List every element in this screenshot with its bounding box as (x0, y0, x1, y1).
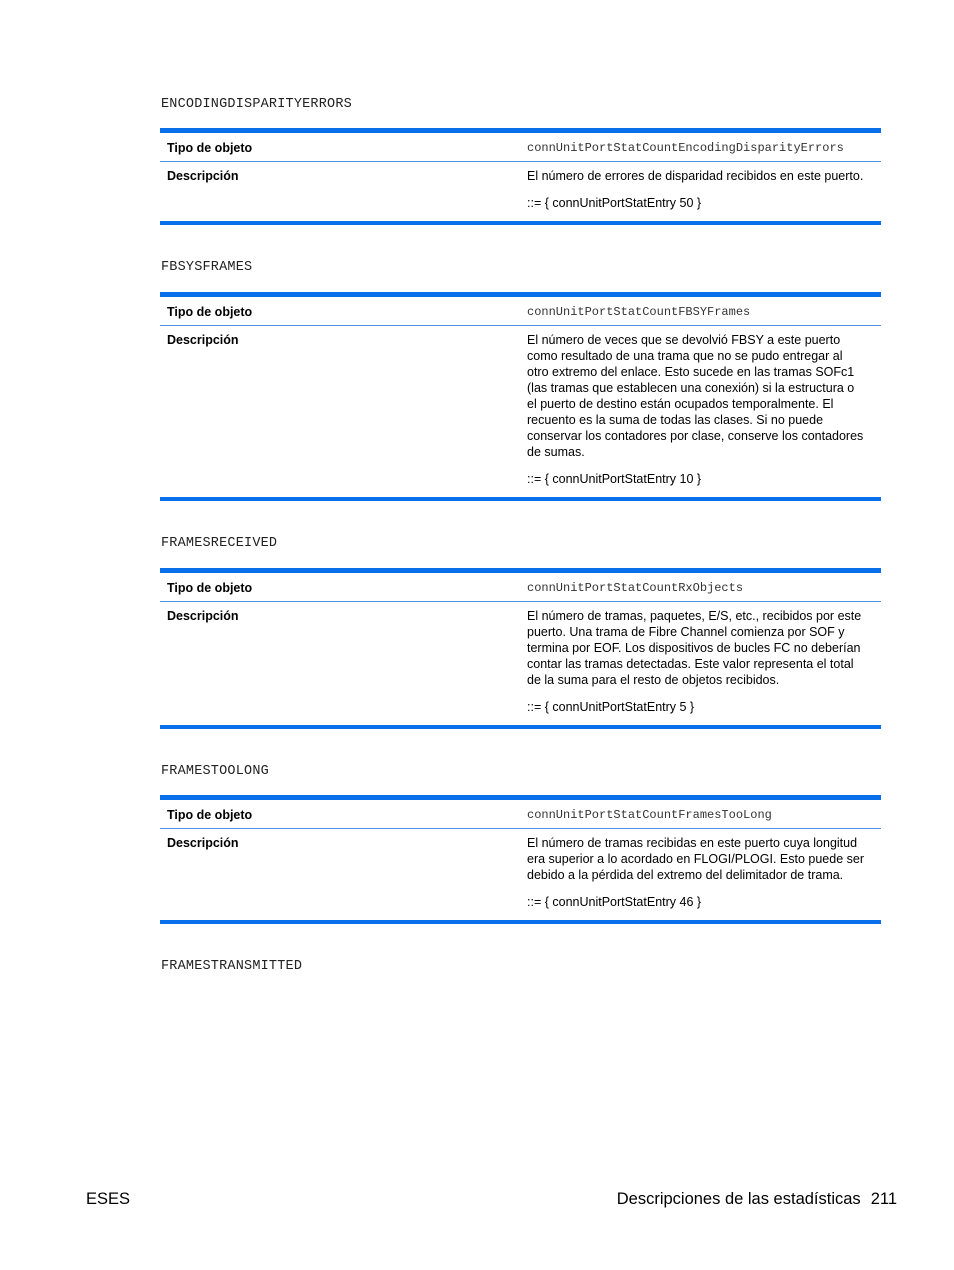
description-line: otro extremo del enlace. Esto sucede en las tramas SOFc1 (527, 365, 855, 379)
description-line: recuento es la suma de todas las clases. Si no puede (527, 413, 824, 427)
section-title-encodingdisparityerrors: ENCODINGDISPARITYERRORS (161, 97, 352, 112)
object-table-framestoolong (160, 795, 881, 924)
description-line: termina por EOF. Los dispositivos de bucles FC no deberían (527, 641, 861, 655)
footer-chapter (617, 1190, 897, 1209)
description-line: el puerto de destino están ocupados temporalmente. El (527, 397, 834, 411)
table-row-description (160, 829, 881, 920)
description-line: El número de tramas, paquetes, E/S, etc., recibidos por este (527, 609, 862, 623)
description-label: Descripción (167, 836, 239, 850)
table-row-object-type (160, 800, 881, 829)
table-row-object-type (160, 573, 881, 602)
description-line: de la suma para el resto de objetos recibidos. (527, 673, 780, 687)
table-row-object-type (160, 297, 881, 326)
section-title-framesreceived: FRAMESRECEIVED (161, 536, 278, 551)
table-bottom-bar (160, 725, 881, 729)
object-table-encodingdisparityerrors (160, 128, 881, 225)
description-line: debido a la pérdida del extremo del delimitador de trama. (527, 868, 844, 882)
description-value (527, 326, 881, 487)
description-line: conservar los contadores por clase, conserve los contadores (527, 429, 864, 443)
description-line: contar las tramas detectadas. Este valor representa el total (527, 657, 854, 671)
object-type-label: Tipo de objeto (167, 305, 253, 319)
description-value (527, 162, 881, 211)
description-label: Descripción (167, 333, 239, 347)
entry-definition: ::= { connUnitPortStatEntry 50 } (527, 196, 702, 210)
object-type-value: connUnitPortStatCountFBSYFrames (527, 305, 751, 319)
page-number: 211 (870, 1190, 897, 1208)
object-type-value: connUnitPortStatCountFramesTooLong (527, 808, 772, 822)
object-type-value: connUnitPortStatCountEncodingDisparityErrors (527, 141, 844, 155)
description-value (527, 602, 881, 715)
description-value (527, 829, 881, 910)
section-title-framestoolong: FRAMESTOOLONG (161, 764, 269, 779)
description-label: Descripción (167, 609, 239, 623)
description-line: (las tramas que establecen una conexión) si la estructura o (527, 381, 855, 395)
description-line: como resultado de una trama que no se pudo entregar al (527, 349, 843, 363)
footer-chapter-title: Descripciones de las estadísticas (616, 1190, 861, 1208)
object-table-fbsysframes (160, 292, 881, 501)
section-title-fbsysframes: FBSYSFRAMES (161, 260, 253, 275)
entry-definition: ::= { connUnitPortStatEntry 46 } (527, 895, 702, 909)
table-row-description (160, 162, 881, 221)
section-title-framestransmitted: FRAMESTRANSMITTED (161, 959, 303, 974)
description-line: de sumas. (527, 445, 585, 459)
object-type-label: Tipo de objeto (167, 808, 253, 822)
object-type-value: connUnitPortStatCountRxObjects (527, 581, 744, 595)
table-bottom-bar (160, 221, 881, 225)
object-type-label: Tipo de objeto (167, 581, 253, 595)
table-bottom-bar (160, 497, 881, 501)
entry-definition: ::= { connUnitPortStatEntry 10 } (527, 472, 702, 486)
description-label: Descripción (167, 169, 239, 183)
table-row-object-type (160, 133, 881, 162)
table-row-description (160, 602, 881, 725)
footer-locale: ESES (86, 1190, 131, 1208)
table-row-description (160, 326, 881, 497)
object-table-framesreceived (160, 568, 881, 729)
object-type-label: Tipo de objeto (167, 141, 253, 155)
entry-definition: ::= { connUnitPortStatEntry 5 } (527, 700, 695, 714)
description-line: era superior a lo acordado en FLOGI/PLOGI. Esto puede ser (527, 852, 864, 866)
description-line: puerto. Una trama de Fibre Channel comienza por SOF y (527, 625, 845, 639)
description-line: El número de veces que se devolvió FBSY a este puerto (527, 333, 841, 347)
description-line: El número de tramas recibidas en este puerto cuya longitud (527, 836, 858, 850)
table-bottom-bar (160, 920, 881, 924)
description-line: El número de errores de disparidad recibidos en este puerto. (527, 169, 864, 183)
